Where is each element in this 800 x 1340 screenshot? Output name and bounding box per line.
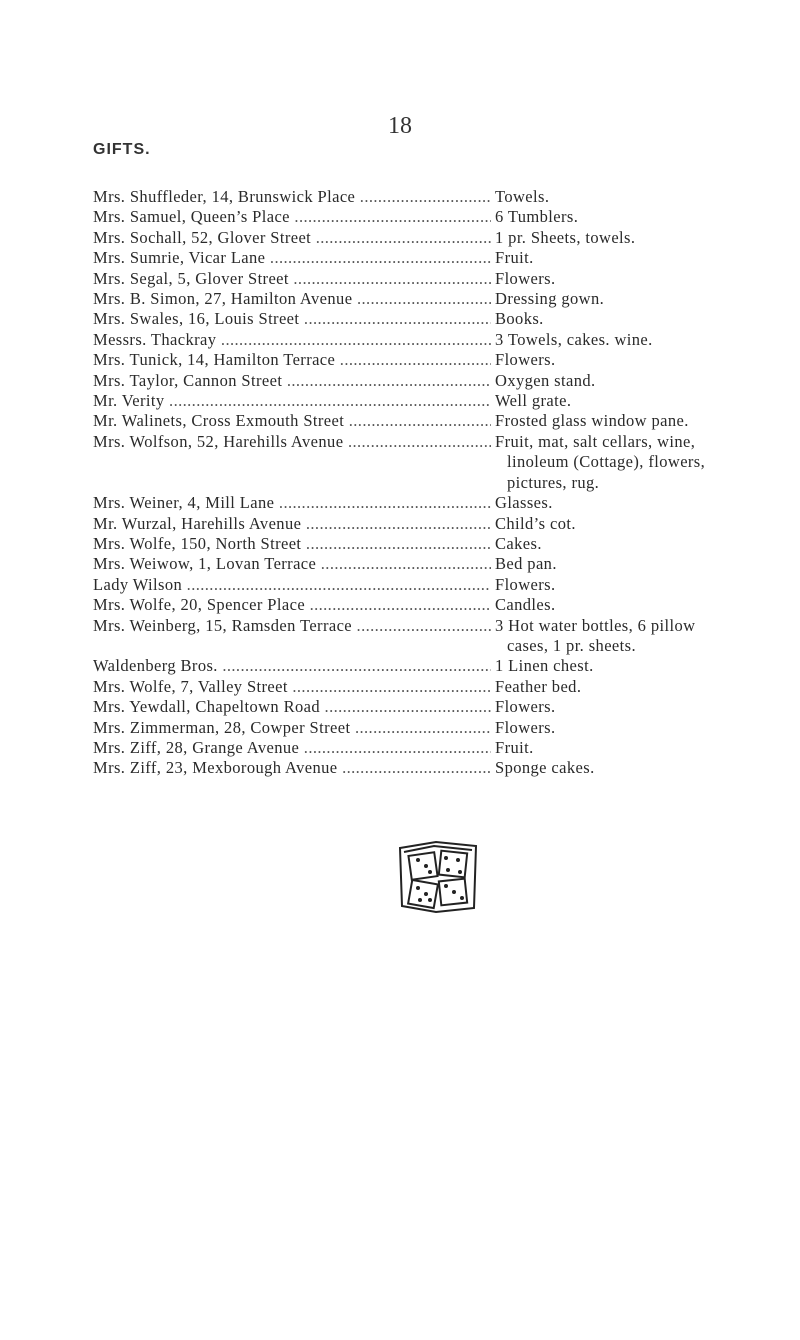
donor-name: Mrs. Weinberg, 15, Ramsden Terrace ..... bbox=[93, 616, 491, 636]
list-item bbox=[93, 207, 793, 227]
gift-line: 6 Tumblers. bbox=[495, 207, 579, 227]
donor-name: Mrs. Wolfe, 20, Spencer Place ..... bbox=[93, 595, 491, 615]
gift-list bbox=[93, 187, 793, 779]
donor-name: Mr. Walinets, Cross Exmouth Street ..... bbox=[93, 411, 491, 431]
gift-line: pictures, rug. bbox=[507, 472, 600, 492]
donor-name: Messrs. Thackray ..... bbox=[93, 330, 491, 350]
gift-description bbox=[491, 411, 793, 431]
gift-description bbox=[491, 350, 793, 370]
gift-line: Books. bbox=[495, 309, 544, 329]
list-item bbox=[93, 309, 793, 329]
gift-description bbox=[491, 656, 793, 676]
gift-line: Candles. bbox=[495, 595, 556, 615]
gift-description bbox=[491, 371, 793, 391]
list-item bbox=[93, 391, 793, 411]
list-item bbox=[93, 656, 793, 676]
donor-name: Mrs. Sochall, 52, Glover Street ..... bbox=[93, 228, 491, 248]
gift-description bbox=[491, 330, 793, 350]
page-number: 18 bbox=[388, 113, 412, 139]
donor-name: Mrs. Weiner, 4, Mill Lane ..... bbox=[93, 493, 491, 513]
gift-description bbox=[491, 248, 793, 268]
donor-name: Mrs. Tunick, 14, Hamilton Terrace ..... bbox=[93, 350, 491, 370]
gift-line: 3 Hot water bottles, 6 pillow bbox=[495, 615, 696, 635]
gift-line: Glasses. bbox=[495, 493, 553, 513]
donor-name: Mrs. B. Simon, 27, Hamilton Avenue ..... bbox=[93, 289, 491, 309]
gift-description bbox=[491, 269, 793, 289]
gift-line: Flowers. bbox=[495, 268, 556, 288]
list-item bbox=[93, 718, 793, 738]
gift-line: Frosted glass window pane. bbox=[495, 411, 689, 431]
gift-description bbox=[491, 677, 793, 697]
list-item bbox=[93, 411, 793, 431]
gift-line: Flowers. bbox=[495, 574, 556, 594]
gift-description bbox=[491, 289, 793, 309]
gift-line: Fruit. bbox=[495, 248, 534, 268]
section-title: GIFTS. bbox=[93, 141, 151, 158]
gift-line: Flowers. bbox=[495, 697, 556, 717]
gift-description bbox=[491, 758, 793, 778]
list-item bbox=[93, 371, 793, 391]
list-item bbox=[93, 514, 793, 534]
list-item bbox=[93, 595, 793, 615]
gift-line: 1 Linen chest. bbox=[495, 656, 594, 676]
donor-name: Waldenberg Bros. ..... bbox=[93, 656, 491, 676]
donor-name: Mrs. Sumrie, Vicar Lane ..... bbox=[93, 248, 491, 268]
list-item bbox=[93, 289, 793, 309]
gift-line: cases, 1 pr. sheets. bbox=[507, 635, 636, 655]
list-item bbox=[93, 269, 793, 289]
donor-name: Mrs. Wolfe, 7, Valley Street ..... bbox=[93, 677, 491, 697]
gift-description bbox=[491, 391, 793, 411]
gift-line: Fruit, mat, salt cellars, wine, bbox=[495, 431, 696, 451]
gift-description bbox=[491, 534, 793, 554]
list-item bbox=[93, 677, 793, 697]
gift-description bbox=[491, 616, 793, 657]
donor-name: Mrs. Segal, 5, Glover Street ..... bbox=[93, 269, 491, 289]
donor-name: Mrs. Ziff, 28, Grange Avenue ..... bbox=[93, 738, 491, 758]
gift-line: Child’s cot. bbox=[495, 513, 576, 533]
list-item bbox=[93, 248, 793, 268]
list-item bbox=[93, 228, 793, 248]
list-item bbox=[93, 575, 793, 595]
donor-name: Mrs. Weiwow, 1, Lovan Terrace ..... bbox=[93, 554, 491, 574]
gift-line: 3 Towels, cakes. wine. bbox=[495, 329, 653, 349]
donor-name: Mrs. Samuel, Queen’s Place ..... bbox=[93, 207, 491, 227]
donor-name: Mr. Wurzal, Harehills Avenue ..... bbox=[93, 514, 491, 534]
gift-description bbox=[491, 595, 793, 615]
gift-line: Sponge cakes. bbox=[495, 758, 595, 778]
list-item bbox=[93, 187, 793, 207]
list-item bbox=[93, 616, 793, 657]
gift-description bbox=[491, 207, 793, 227]
donor-name: Mrs. Swales, 16, Louis Street ..... bbox=[93, 309, 491, 329]
gift-description bbox=[491, 187, 793, 207]
gift-description bbox=[491, 309, 793, 329]
donor-name: Mrs. Taylor, Cannon Street ..... bbox=[93, 371, 491, 391]
gift-description bbox=[491, 697, 793, 717]
gift-description bbox=[491, 575, 793, 595]
gift-line: Bed pan. bbox=[495, 554, 557, 574]
donor-name: Lady Wilson ..... bbox=[93, 575, 491, 595]
donor-name: Mrs. Shuffleder, 14, Brunswick Place ..... bbox=[93, 187, 491, 207]
list-item bbox=[93, 738, 793, 758]
gift-description bbox=[491, 493, 793, 513]
gift-description bbox=[491, 514, 793, 534]
list-item bbox=[93, 534, 793, 554]
gift-description bbox=[491, 554, 793, 574]
gift-description bbox=[491, 228, 793, 248]
gift-line: Fruit. bbox=[495, 737, 534, 757]
gift-line: Flowers. bbox=[495, 717, 556, 737]
dice-printers-ornament-icon bbox=[396, 838, 480, 916]
gift-line: Dressing gown. bbox=[495, 289, 605, 309]
gift-description bbox=[491, 738, 793, 758]
gift-line: Flowers. bbox=[495, 350, 556, 370]
list-item bbox=[93, 697, 793, 717]
gift-line: Cakes. bbox=[495, 533, 542, 553]
donor-name: Mrs. Zimmerman, 28, Cowper Street ..... bbox=[93, 718, 491, 738]
gift-line: Oxygen stand. bbox=[495, 370, 596, 390]
gift-line: Towels. bbox=[495, 187, 550, 206]
donor-name: Mrs. Wolfe, 150, North Street ..... bbox=[93, 534, 491, 554]
donor-name: Mrs. Ziff, 23, Mexborough Avenue ..... bbox=[93, 758, 491, 778]
gift-line: linoleum (Cottage), flowers, bbox=[507, 452, 706, 472]
donor-name: Mrs. Wolfson, 52, Harehills Avenue ..... bbox=[93, 432, 491, 452]
gift-line: Well grate. bbox=[495, 391, 572, 411]
gift-description bbox=[491, 432, 793, 493]
list-item bbox=[93, 330, 793, 350]
gift-line: 1 pr. Sheets, towels. bbox=[495, 227, 636, 247]
list-item bbox=[93, 350, 793, 370]
donor-name: Mr. Verity ..... bbox=[93, 391, 491, 411]
list-item bbox=[93, 554, 793, 574]
gift-description bbox=[491, 718, 793, 738]
list-item bbox=[93, 493, 793, 513]
gift-line: Feather bed. bbox=[495, 676, 582, 696]
list-item bbox=[93, 758, 793, 778]
donor-name: Mrs. Yewdall, Chapeltown Road ..... bbox=[93, 697, 491, 717]
list-item bbox=[93, 432, 793, 493]
